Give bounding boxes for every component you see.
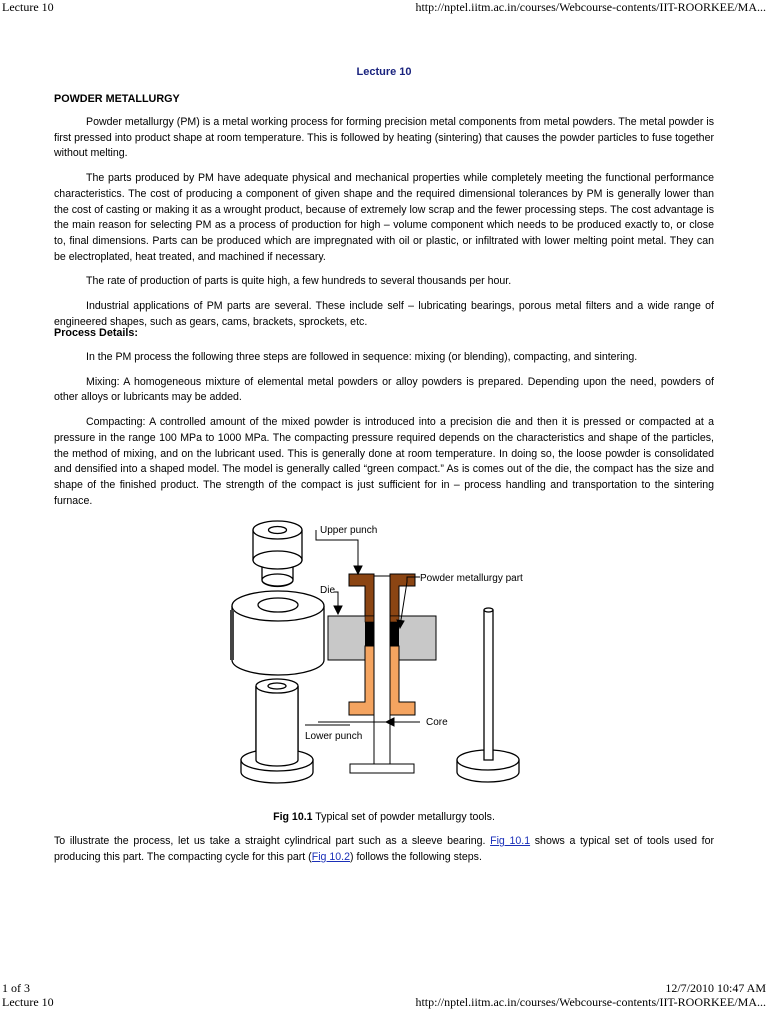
closing-text-1: To illustrate the process, let us take a straight cylindrical part such as a sleeve bearing. <box>54 835 491 847</box>
print-footer-date: 12/7/2010 10:47 AM <box>665 981 766 995</box>
caption-text: Typical set of powder metallurgy tools. <box>312 811 495 823</box>
label-core: Core <box>426 717 448 728</box>
fig-10-1-link[interactable]: Fig 10.1 <box>490 835 531 847</box>
label-pm-part: Powder metallurgy part <box>420 573 523 584</box>
pm-tools-figure <box>0 510 768 800</box>
print-footer-url: http://nptel.iitm.ac.in/courses/Webcourse-contents/IIT-ROORKEE/MA... <box>415 995 766 1009</box>
print-header-url: http://nptel.iitm.ac.in/courses/Webcourse-contents/IIT-ROORKEE/MA... <box>415 0 766 14</box>
print-footer-title: Lecture 10 <box>2 995 54 1009</box>
intro-paragraphs <box>54 115 714 330</box>
die-drawing <box>232 591 324 675</box>
print-footer-page: 1 of 3 <box>2 981 30 995</box>
figure-caption <box>0 811 768 823</box>
label-die: Die <box>320 585 336 596</box>
paragraph: The parts produced by PM have adequate physical and mechanical properties while completely meeting the functional performance characteristics. The cost of producing a component of given shape and the required dimensional tolerances by PM is generally lower than the cost of casting or making it as a wrought product, because of extremely low scrap and the fewer processing steps. The cost advantage is the main reason for selecting PM as a process of production for high – volume component which needs to be produced exactly to, or close to, final dimensions. Parts can be produced which are impregnated with oil or plastic, or infiltrated with lower melting point metal. They can be electroplated, heat treated, and machined if necessary. <box>54 172 714 263</box>
closing-text-3: ) follows the following steps. <box>350 850 482 863</box>
upper-punch-drawing <box>253 521 302 586</box>
label-upper-punch: Upper punch <box>320 525 378 536</box>
process-details-title: Process Details: <box>54 327 139 339</box>
section-title: POWDER METALLURGY <box>54 93 180 105</box>
paragraph: The rate of production of parts is quite high, a few hundreds to several thousands per hour. <box>86 275 512 288</box>
print-header-title: Lecture 10 <box>2 0 54 14</box>
paragraph: Mixing: A homogeneous mixture of elemental metal powders or alloy powders is prepared. Depending upon the need, powders of other alloys or lubricants may be added. <box>54 375 714 404</box>
core-drawing <box>457 608 519 782</box>
paragraph: In the PM process the following three steps are followed in sequence: mixing (or blending), compacting, and sintering. <box>86 351 638 363</box>
process-paragraphs <box>54 350 714 509</box>
closing-paragraph <box>54 834 714 865</box>
paragraph: Compacting: A controlled amount of the mixed powder is introduced into a precision die and then it is pressed or compacted at a pressure in the range 100 MPa to 1000 MPa. The compacting pressure required depends on the characteristics and shape of the particles, the method of mixing, and on the lubricant used. This is generally done at room temperature. In doing so, the loose powder is consolidated and densified into a shaped model. The model is generally called “green compact.” As is comes out of the die, the compact has the size and shape of the finished product. The strength of the compact is just sufficient for in – process handling and transportation to the sintering furnace. <box>54 416 714 507</box>
lower-punch-drawing <box>241 679 313 783</box>
section-view <box>328 574 436 773</box>
paragraph: Powder metallurgy (PM) is a metal working process for forming precision metal components from metal powders. The metal powder is first pressed into product shape at room temperature. This is followed by heating (sintering) that causes the powder particles to fuse together without melting. <box>54 116 714 160</box>
caption-figure-number: Fig 10.1 <box>273 811 313 823</box>
fig-10-2-link[interactable]: Fig 10.2 <box>311 850 350 863</box>
paragraph: Industrial applications of PM parts are several. These include self – lubricating bearings, porous metal filters and a wide range of engineered shapes, such as gears, cams, brackets, sprockets, etc. <box>54 300 714 328</box>
closing-text-2: shows a typical set of tools used for producing this part. The compacting cycle for this part ( <box>54 835 714 863</box>
label-lower-punch: Lower punch <box>305 731 363 742</box>
lecture-title: Lecture 10 <box>356 66 412 78</box>
